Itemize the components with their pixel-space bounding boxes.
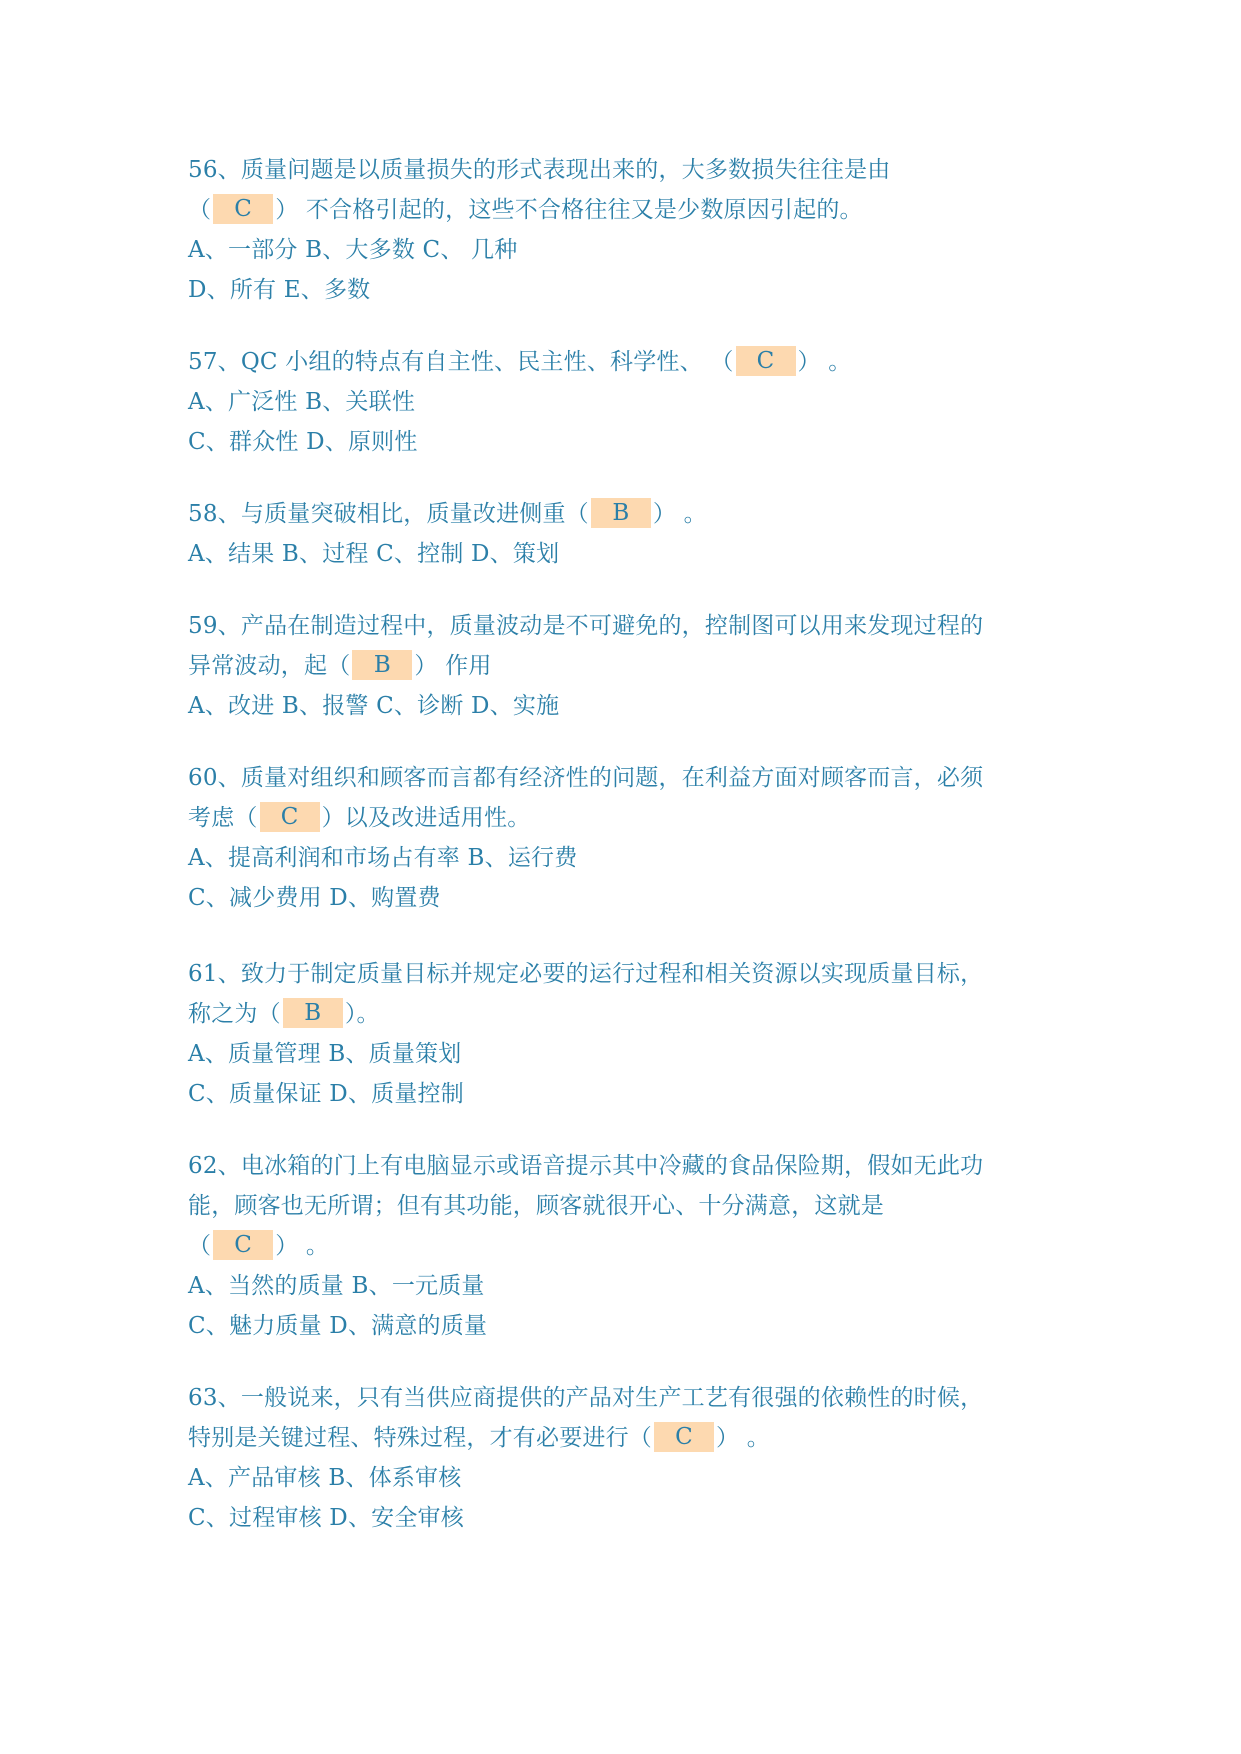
question-line (188, 1266, 1068, 1306)
text-segment: 62、电冰箱的门上有电脑显示或语音提示其中冷藏的食品保险期，假如无此功 (188, 1153, 984, 1179)
text-segment: A、当然的质量 B、一元质量 (188, 1273, 485, 1299)
question-answer-line (188, 994, 1068, 1034)
text-segment: 考虑（ (188, 805, 258, 831)
text-segment: 能，顾客也无所谓；但有其功能，顾客就很开心、十分满意，这就是 (188, 1193, 884, 1219)
text-segment: 58、与质量突破相比，质量改进侧重（ (188, 501, 589, 527)
answer-box: C (213, 194, 273, 224)
question-line (188, 230, 1068, 270)
question-stem (188, 1378, 1068, 1418)
text-segment: ） 不合格引起的，这些不合格往往又是少数原因引起的。 (275, 197, 863, 223)
question-line (188, 1458, 1068, 1498)
question-line (188, 838, 1068, 878)
text-segment: 56、质量问题是以质量损失的形式表现出来的，大多数损失往往是由 (188, 157, 891, 183)
question-58 (188, 494, 1068, 574)
question-list (188, 150, 1068, 1538)
text-segment: A、结果 B、过程 C、控制 D、策划 (188, 541, 560, 567)
answer-box: B (591, 498, 651, 528)
text-segment: ）以及改进适用性。 (321, 805, 531, 831)
question-line (188, 1034, 1068, 1074)
text-segment: C、魅力质量 D、满意的质量 (188, 1313, 488, 1339)
question-line (188, 878, 1068, 918)
question-stem (188, 494, 1068, 534)
question-59 (188, 606, 1068, 726)
question-line (188, 1074, 1068, 1114)
answer-box: C (260, 802, 320, 832)
text-segment: ） 作用 (414, 653, 492, 679)
text-segment: A、质量管理 B、质量策划 (188, 1041, 462, 1067)
text-segment: 61、致力于制定质量目标并规定必要的运行过程和相关资源以实现质量目标， (188, 961, 984, 987)
question-answer-line (188, 646, 1068, 686)
answer-box: C (654, 1422, 714, 1452)
text-segment: 称之为（ (188, 1001, 281, 1027)
text-segment: ） 。 (652, 501, 707, 527)
text-segment: A、提高利润和市场占有率 B、运行费 (188, 845, 578, 871)
question-answer-line (188, 1226, 1068, 1266)
question-62 (188, 1146, 1068, 1346)
question-answer-line (188, 190, 1068, 230)
question-56 (188, 150, 1068, 310)
text-segment: A、一部分 B、大多数 C、 几种 (188, 237, 518, 263)
text-segment: 59、产品在制造过程中，质量波动是不可避免的，控制图可以用来发现过程的 (188, 613, 984, 639)
question-61 (188, 954, 1068, 1114)
question-57 (188, 342, 1068, 462)
question-answer-line (188, 1418, 1068, 1458)
text-segment: 异常波动，起（ (188, 653, 351, 679)
answer-box: B (283, 998, 343, 1028)
text-segment: A、改进 B、报警 C、诊断 D、实施 (188, 693, 560, 719)
text-segment: （ (188, 197, 212, 223)
question-answer-line (188, 798, 1068, 838)
text-segment: 特别是关键过程、特殊过程，才有必要进行（ (188, 1425, 652, 1451)
text-segment: C、减少费用 D、购置费 (188, 885, 441, 911)
question-line (188, 270, 1068, 310)
question-line (188, 1498, 1068, 1538)
text-segment: 63、一般说来，只有当供应商提供的产品对生产工艺有很强的依赖性的时候， (188, 1385, 984, 1411)
question-line (188, 534, 1068, 574)
question-stem (188, 606, 1068, 646)
text-segment: 57、QC 小组的特点有自主性、民主性、科学性、 （ (188, 349, 734, 375)
question-stem (188, 150, 1068, 190)
question-60 (188, 758, 1068, 918)
question-line (188, 1186, 1068, 1226)
text-segment: ）。 (344, 1001, 380, 1027)
question-stem (188, 758, 1068, 798)
question-stem (188, 954, 1068, 994)
question-63 (188, 1378, 1068, 1538)
text-segment: C、群众性 D、原则性 (188, 429, 418, 455)
text-segment: （ (188, 1233, 212, 1259)
text-segment: A、产品审核 B、体系审核 (188, 1465, 462, 1491)
text-segment: A、广泛性 B、关联性 (188, 389, 416, 415)
text-segment: ） 。 (797, 349, 852, 375)
text-segment: ） 。 (275, 1233, 330, 1259)
text-segment: ） 。 (716, 1425, 770, 1451)
answer-box: B (352, 650, 412, 680)
answer-box: C (736, 346, 796, 376)
question-line (188, 382, 1068, 422)
text-segment: D、所有 E、多数 (188, 277, 371, 303)
text-segment: C、质量保证 D、质量控制 (188, 1081, 464, 1107)
question-line (188, 422, 1068, 462)
answer-box: C (213, 1230, 273, 1260)
text-segment: C、过程审核 D、安全审核 (188, 1505, 464, 1531)
question-stem (188, 1146, 1068, 1186)
question-stem (188, 342, 1068, 382)
question-line (188, 1306, 1068, 1346)
question-line (188, 686, 1068, 726)
text-segment: 60、质量对组织和顾客而言都有经济性的问题，在利益方面对顾客而言，必须 (188, 765, 984, 791)
